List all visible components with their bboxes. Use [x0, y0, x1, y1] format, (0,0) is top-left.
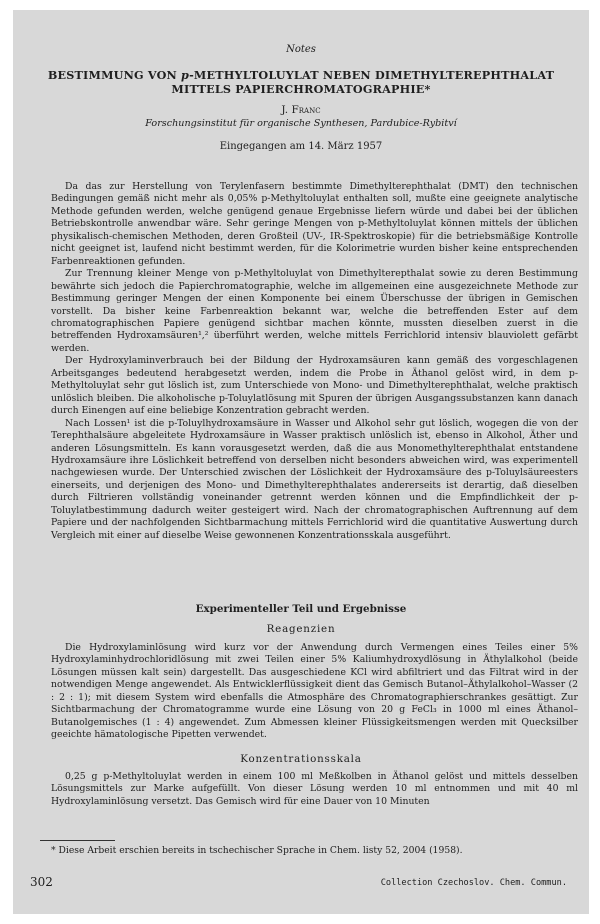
article-title [13, 68, 589, 96]
received-date: Eingegangen am 14. März 1957 [219, 141, 383, 152]
author [13, 104, 589, 116]
paragraph: 0,25 g p-Methyltoluylat werden in einem 100 ml Meßkolben in Äthanol gelöst und mittels desselben Lösungsmittels zur Marke aufgefüllt. Von dieser Lösung werden 10 ml entnommen und mit 40 ml Hydroxylaminlösung versetzt. Das Gemisch wird für eine Dauer von 10 Minuten [51, 771, 578, 807]
author-initial: J. [281, 104, 292, 116]
journal-name: Collection Czechoslov. Chem. Commun. [380, 878, 567, 888]
author-name: Franc [291, 104, 321, 116]
running-head: Notes [286, 44, 316, 55]
title-italic-p: p [181, 68, 190, 82]
paragraph: Die Hydroxylaminlösung wird kurz vor der Anwendung durch Vermengen eines Teiles einer 5% Hydroxylaminhydrochloridlösung mit zwei Teilen einer 5% Kaliumhydroxydlösung in Äthylalkohol (beide Lösungen müssen kalt sein) dargestellt. Das ausgeschiedene KCl wird abfiltriert und das Filtrat wird in der notwendigen Menge angewendet. Als Entwicklerflüssigkeit dient das Gemisch Butanol–Äthylalkohol–Wasser (2 : 2 : 1); mit diesem System wird ebenfalls die Atmosphäre des Chromatographierschrankes gesättigt. Zur Sichtbarmachung der Chromatogramme wurde eine Lösung von 20 g FeCl₃ in 1000 ml eines Äthanol–Butanolgemisches (1 : 4) angewendet. Zum Abmessen kleiner Flüssigkeitsmengen werden mit Quecksilber geeichte hämatologische Pipetten verwendet. [51, 642, 578, 741]
footnote-divider [40, 840, 115, 841]
paragraph: Da das zur Herstellung von Terylenfasern bestimmte Dimethylterephthalat (DMT) den technischen Bedingungen gemäß nicht mehr als 0,05% p-Methyltoluylat enthalten soll, mußte eine geeignete analytische Methode gefunden werden, welche genügend genaue Ergebnisse liefern würde und dabei bei der üblichen Betriebskontrolle anwendbar wäre. Sehr geringe Mengen von p-Methyltoluylat können mittels der üblichen physikalisch-chemischen Methoden, deren Großteil (UV-, IR-Spektroskopie) für die betriebsmäßige Kontrolle nicht geeignet ist, laufend nicht bestimmt werden, für die Kolorimetrie wurden bisher keine entsprechenden Farbenreaktionen gefunden. [51, 181, 578, 267]
subsection-heading-reagents: Reagenzien [266, 623, 336, 635]
paragraph: Nach Lossen¹ ist die p-Toluylhydroxamsäure in Wasser und Alkohol sehr gut löslich, wogegen die von der Terephthalsäure abgeleitete Hydroxamsäure in Wasser praktisch unlöslich ist, ebenso in Alkohol, Äther und anderen Lösungsmitteln. Es kann vorausgesetzt werden, daß die aus Monomethylterephthalat entstandene Hydroxamsäure ihre Löslichkeit betreffend von derselben nicht besonders abweichen wird, was experimentell nachgewiesen wurde. Der Unterschied zwischen der Löslichkeit der Hydroxamsäure des p-Toluylsäureesters einerseits, und derjenigen des Mono- und Dimethylterephthalates andererseits ist derartig, daß dieselben durch Filtrieren vollständig voneinander getrennt werden können und die Empfindlichkeit der p-Toluylatbestimmung dadurch weiter gesteigert wird. Nach der chromatographischen Auftrennung auf dem Papiere und der nachfolgenden Sichtbarmachung mittels Ferrichlorid wird die quantitative Auswertung durch Vergleich mit einer auf dieselbe Weise gewonnenen Konzentrationsskala ausgeführt. [51, 417, 578, 541]
title-text: BESTIMMUNG VON [47, 68, 182, 82]
paragraph: Zur Trennung kleiner Menge von p-Methyltoluylat von Dimethylterepthalat sowie zu deren Bestimmung bewährte sich jedoch die Papierchromatographie, welche im allgemeinen eine ausgezeichnete Methode zur Bestimmung geringer Mengen der einen Komponente bei einem Überschusse der übrigen in Gemischen vorstellt. Da bisher keine Farbenreaktion bekannt war, welche die betreffenden Ester auf dem chromatographischen Papiere genügend sichtbar machen könnte, mussten dieselben zuerst in die betreffenden Hydroxamsäuren¹,² überführt werden, welche mittels Ferrichlorid intensiv blauviolett gefärbt werden. [51, 268, 578, 354]
affiliation: Forschungsinstitut für organische Synthesen, Pardubice-Rybitví [145, 118, 457, 129]
introduction [51, 181, 578, 542]
page-number: 302 [30, 875, 53, 889]
title-line-2: MITTELS PAPIERCHROMATOGRAPHIE* [171, 82, 431, 96]
paragraph: Der Hydroxylaminverbrauch bei der Bildung der Hydroxamsäuren kann gemäß des vorgeschlagenen Arbeitsganges bedeutend herabgesetzt werden, indem die Probe in Äthanol gelöst wird, in dem p-Methyltoluylat sehr gut löslich ist, zum Unterschiede von Mono- und Dimethylterephthalat, welche praktisch unlöslich bleiben. Die alkoholische p-Toluylatlösung mit Spuren der übrigen Ausgangssubstanzen kann danach durch Einengen auf eine beliebige Konzentration gebracht werden. [51, 355, 578, 417]
document-page [13, 10, 589, 914]
reagents-section [51, 642, 578, 742]
section-heading: Experimenteller Teil und Ergebnisse [195, 603, 407, 615]
footnote: * Diese Arbeit erschien bereits in tschechischer Sprache in Chem. listy 52, 2004 (1958). [51, 845, 463, 856]
subsection-heading-scale: Konzentrationsskala [240, 753, 362, 765]
title-text: -METHYLTOLUYLAT NEBEN DIMETHYLTEREPHTHALAT [189, 68, 555, 82]
title-line-1 [13, 68, 589, 82]
scale-section [51, 771, 578, 808]
